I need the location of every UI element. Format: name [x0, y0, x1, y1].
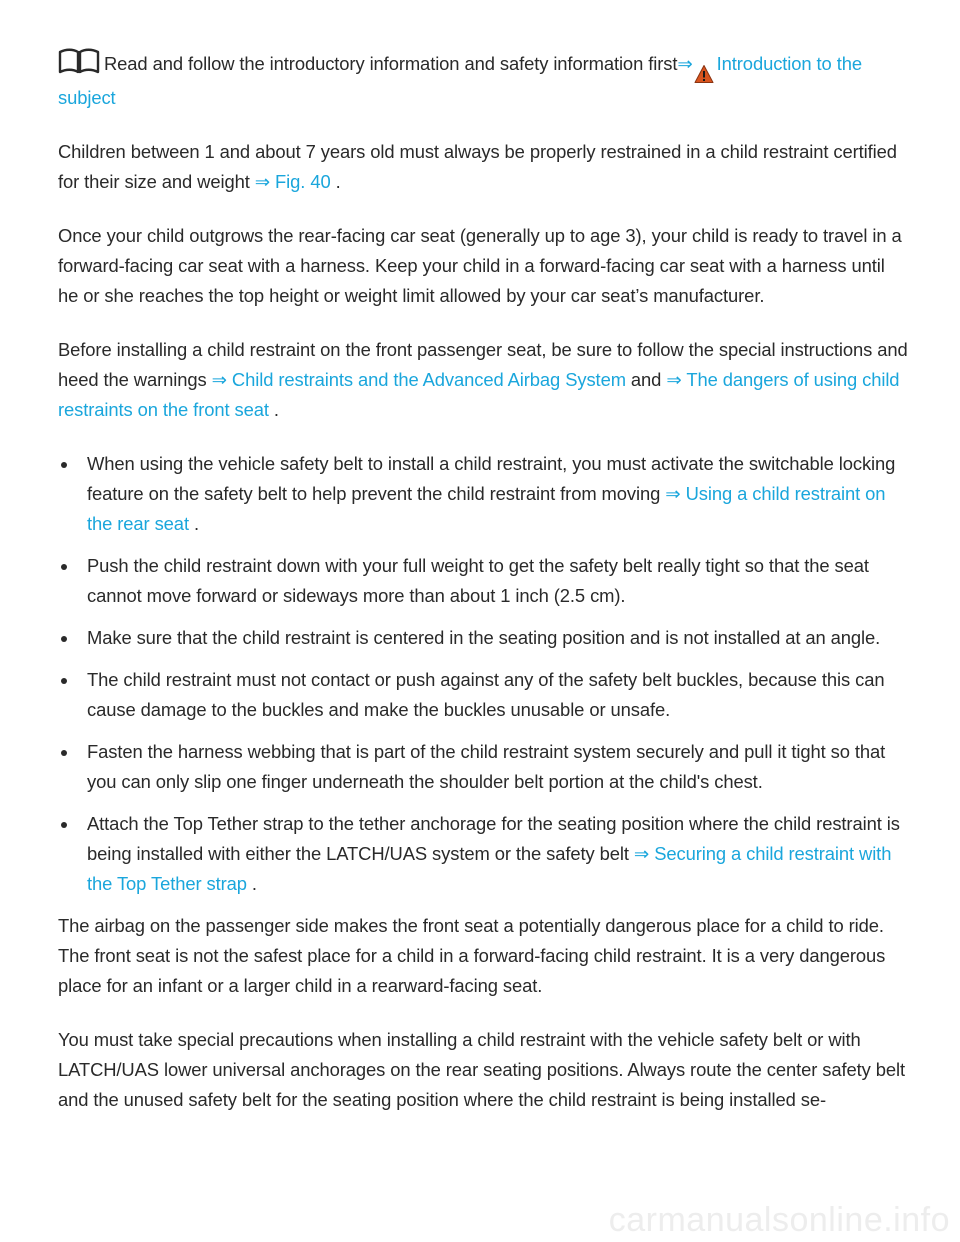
list-item-text: The child restraint must not contact or push against any of the safety belt buckles, because this can cause damage to the buckles and make the buckles unusable or unsafe.: [87, 669, 885, 720]
paragraph-connector: and: [625, 369, 667, 390]
list-item: [58, 623, 908, 653]
list-item: [58, 809, 908, 899]
paragraph-airbag-danger: The airbag on the passenger side makes the front seat a potentially dangerous place for a child to ride. The front seat is not the safest place for a child in a forward-facing child restraint. It is a very dangerous place for an infant or a larger child in a rearward-facing seat.: [58, 915, 886, 996]
list-item-text: Fasten the harness webbing that is part of the child restraint system securely and pull it tight so that you can only slip one finger underneath the shoulder belt portion at the child's chest.: [87, 741, 886, 792]
list-item-text: Attach the Top Tether strap to the tether anchorage for the seating position where the child restraint is being installed with either the LATCH/UAS system or the safety belt: [87, 813, 900, 864]
paragraph-text: Before installing a child restraint on the front passenger seat, be sure to follow the special instructions and heed the warnings: [58, 339, 908, 390]
list-item-text: When using the vehicle safety belt to install a child restraint, you must activate the switchable locking feature on the safety belt to help prevent the child restraint from moving: [87, 453, 896, 504]
paragraph-end: .: [268, 399, 279, 420]
list-item: [58, 737, 908, 797]
intro-paragraph: [58, 48, 908, 113]
link-securing-top-tether-strap[interactable]: ⇒ Securing a child restraint with the Top Tether strap: [87, 843, 892, 894]
list-item-text: Make sure that the child restraint is centered in the seating position and is not installed at an angle.: [87, 627, 881, 648]
intro-text: Read and follow the introductory information and safety information first: [104, 53, 678, 74]
paragraph-front-passenger: [58, 335, 908, 425]
link-child-restraints-airbag-system[interactable]: ⇒ Child restraints and the Advanced Airbag System: [211, 369, 626, 390]
paragraph-end: .: [330, 171, 341, 192]
list-item: [58, 665, 908, 725]
list-item-end: .: [188, 513, 199, 534]
manual-page-content: [58, 48, 908, 1139]
intro-arrow[interactable]: ⇒: [677, 53, 693, 74]
installation-bullet-list: [58, 449, 908, 899]
link-using-child-restraint-rear-seat[interactable]: ⇒ Using a child restraint on the rear seat: [87, 483, 886, 534]
paragraph-forward-facing: Once your child outgrows the rear-facing car seat (generally up to age 3), your child is ready to travel in a forward-facing car seat with a harness. Keep your child in a forward-facing car seat with a harness until he or she reaches the top height or weight limit allowed by your car seat’s manufacturer.: [58, 225, 902, 306]
paragraph-text: Children between 1 and about 7 years old must always be properly restrained in a child restraint certified for their size and weight: [58, 141, 897, 192]
link-introduction-to-the-subject[interactable]: Introduction to the subject: [58, 53, 862, 108]
watermark: carmanualsonline.info: [608, 1201, 950, 1239]
list-item: [58, 551, 908, 611]
list-item-end: .: [246, 873, 257, 894]
list-item: [58, 449, 908, 539]
paragraph-rear-precautions: You must take special precautions when installing a child restraint with the vehicle safety belt or with LATCH/UAS lower universal anchorages on the rear seating positions. Always route the center safety belt and the unused safety belt for the seating position where the child restraint is being installed se-: [58, 1029, 906, 1110]
warning-triangle-icon: [694, 63, 714, 83]
list-item-text: Push the child restraint down with your full weight to get the safety belt really tight so that the seat cannot move forward or sideways more than about 1 inch (2.5 cm).: [87, 555, 869, 606]
book-icon: [58, 48, 100, 74]
link-fig-40[interactable]: ⇒ Fig. 40: [254, 171, 331, 192]
link-dangers-front-seat[interactable]: ⇒ The dangers of using child restraints on the front seat: [58, 369, 900, 420]
paragraph-age-restraint: [58, 137, 908, 197]
